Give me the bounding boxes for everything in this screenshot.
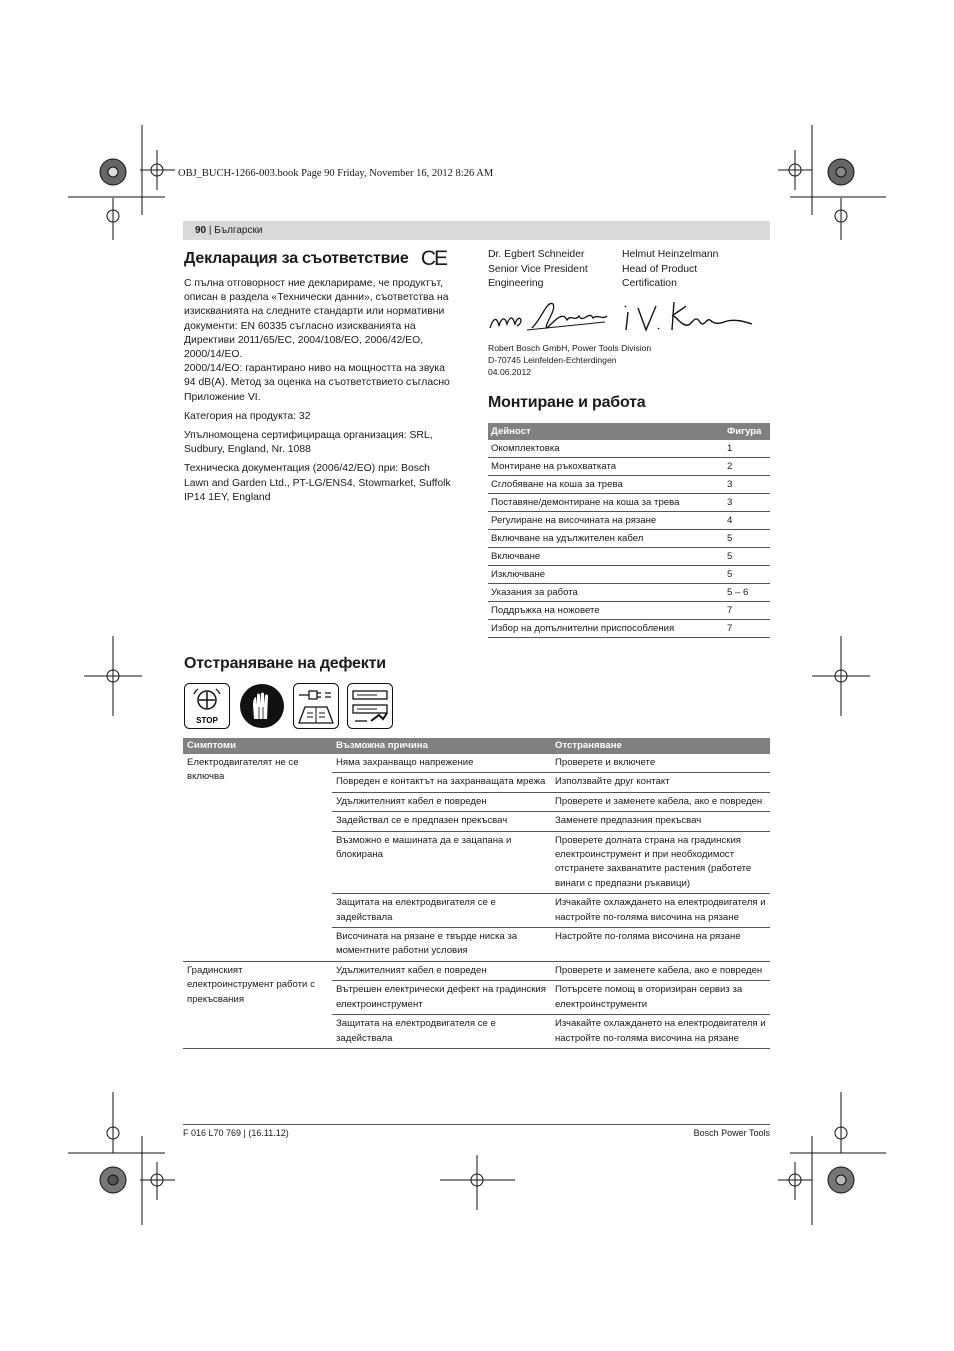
table-row: Окомплектовка 1: [488, 440, 770, 458]
page-number: 90: [195, 225, 207, 236]
table-row: Вътрешен електрически дефект на градинския електроинструмент Потърсете помощ в оторизиран сервиз за електроинструменти: [183, 981, 770, 1015]
header-remedy: Отстраняване: [551, 738, 770, 754]
ce-mark-icon: CE: [420, 247, 446, 270]
signatory-2: Helmut Heinzelmann Head of Product Certification: [622, 249, 719, 290]
assembly-title: Монтиране и работа: [488, 394, 646, 411]
stop-blade-icon: [184, 683, 230, 729]
gloves-icon: [239, 683, 285, 729]
unplug-manual-icon: [293, 683, 339, 729]
footer-brand: Bosch Power Tools: [693, 1128, 770, 1138]
table-row: Сглобяване на коша за трева 3: [488, 476, 770, 494]
table-row: Защитата на електродвигателя се е задействала Изчакайте охлаждането на електродвигателя и настройте по-голяма височина на рязане: [183, 1015, 770, 1049]
page-header-bar: 90 | Български: [183, 221, 770, 240]
file-header: OBJ_BUCH-1266-003.book Page 90 Friday, November 16, 2012 8:26 AM: [178, 168, 494, 179]
company-address: Robert Bosch GmbH, Power Tools Division D-70745 Leinfelden-Echterdingen 04.06.2012: [488, 343, 652, 377]
table-row: Височината на рязане е твърде ниска за моментните работни условия Настройте по-голяма височина на рязане: [183, 928, 770, 962]
footer-doc-number: F 016 L70 769 | (16.11.12): [183, 1128, 289, 1138]
assembly-header-action: Дейност: [488, 423, 724, 440]
table-row: Повреден е контактът на захранващата мрежа Използвайте друг контакт: [183, 773, 770, 792]
maintenance-icon: [347, 683, 393, 729]
table-row: Избор на допълнителни приспособления 7: [488, 620, 770, 638]
declaration-title: Декларация за съответствие: [184, 250, 409, 267]
svg-text:STOP: STOP: [196, 716, 218, 725]
page-footer: [183, 1124, 770, 1138]
declaration-para2: 2000/14/ЕО: гарантирано ниво на мощността на звука 94 dB(A). Метод за оценка на съответствието съгласно Приложение VI.: [184, 363, 450, 403]
product-category: Категория на продукта: 32: [184, 410, 311, 422]
troubleshooting-table: [183, 738, 770, 1049]
assembly-header-figure: Фигура: [724, 423, 770, 440]
declaration-section: [184, 247, 454, 510]
header-symptoms: Симптоми: [183, 738, 332, 754]
table-row: Електродвигателят не се включва Няма захранващо напрежение Проверете и включете: [183, 754, 770, 773]
table-row: Поставяне/демонтиране на коша за трева 3: [488, 494, 770, 512]
table-row: Удължителният кабел е повреден Проверете и заменете кабела, ако е повреден: [183, 792, 770, 811]
symptom-cell: Електродвигателят не се включва: [183, 754, 332, 961]
table-row: Градинският електроинструмент работи с прекъсвания Удължителният кабел е повреден Проверете и заменете кабела, ако е повреден: [183, 961, 770, 980]
assembly-table: [488, 423, 770, 638]
table-row: Включване 5: [488, 548, 770, 566]
signature-1: [487, 298, 612, 338]
signatory-1: Dr. Egbert Schneider Senior Vice President Engineering: [488, 249, 588, 290]
notified-body: Упълномощена сертифицираща организация: SRL, Sudbury, England, Nr. 1088: [184, 430, 433, 456]
table-row: Монтиране на ръкохватката 2: [488, 458, 770, 476]
technical-documentation: Техническа документация (2006/42/ЕО) при: Bosch Lawn and Garden Ltd., PT-LG/ENS4, Stowmarket, Suffolk IP14 1EY, England: [184, 463, 451, 503]
signature-2: [622, 298, 757, 338]
symptom-cell: Градинският електроинструмент работи с прекъсвания: [183, 961, 332, 1048]
table-row: Задействал се е предпазен прекъсвач Заменете предпазния прекъсвач: [183, 812, 770, 831]
declaration-para1: С пълна отговорност ние декларираме, че продуктът, описан в раздела «Технически данни», съответства на изискванията на следните стандарти или нормативни документи: EN 60335 съгласно изискванията на Директиви 2011/65/ЕС, 2004/108/ЕО, 2006/42/ЕО, 2000/14/ЕО.: [184, 278, 449, 361]
troubleshooting-title: Отстраняване на дефекти: [184, 655, 386, 672]
table-row: Защитата на електродвигателя се е задействала Изчакайте охлаждането на електродвигателя и настройте по-голяма височина на рязане: [183, 894, 770, 928]
table-row: Изключване 5: [488, 566, 770, 584]
table-row: Включване на удължителен кабел 5: [488, 530, 770, 548]
table-row: Указания за работа 5 – 6: [488, 584, 770, 602]
table-row: Регулиране на височината на рязане 4: [488, 512, 770, 530]
table-row: Възможно е машината да е зацапана и блокирана Проверете долната страна на градинския електроинструмент и при необходимост отстранете захванатите растения (работете винаги с предпазни ръкавици): [183, 831, 770, 894]
table-row: Поддръжка на ножовете 7: [488, 602, 770, 620]
header-cause: Възможна причина: [332, 738, 551, 754]
page-language: Български: [214, 225, 263, 236]
